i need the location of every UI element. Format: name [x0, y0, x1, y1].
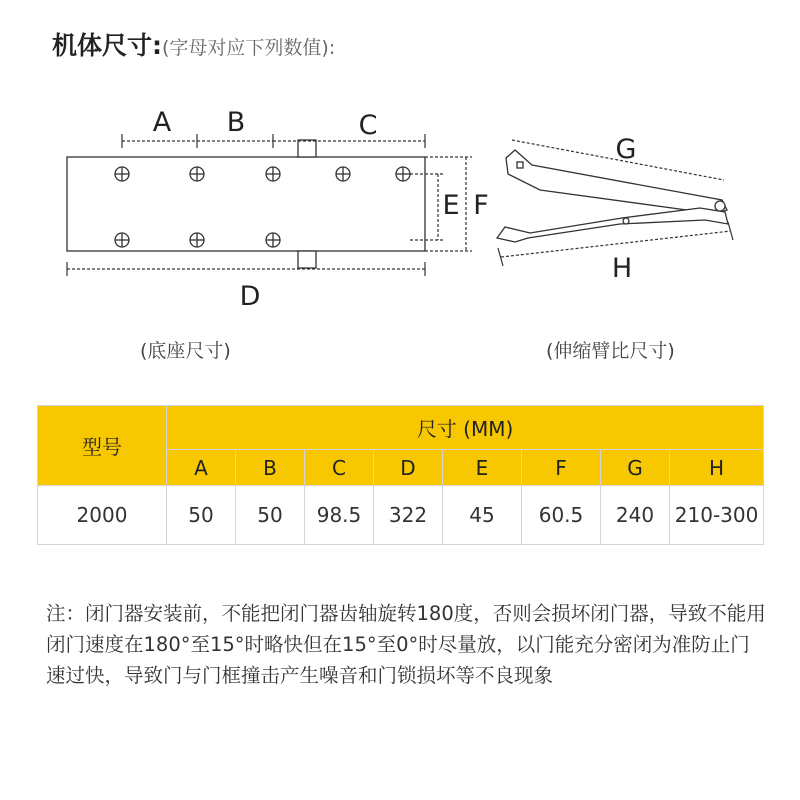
- cell-d: 322: [374, 486, 443, 545]
- cell-a: 50: [167, 486, 236, 545]
- column-header-b: B: [236, 450, 305, 486]
- column-header-f: F: [522, 450, 601, 486]
- hole-icon: [115, 167, 129, 181]
- hole-icon: [266, 167, 280, 181]
- cell-b: 50: [236, 486, 305, 545]
- arm-lower: [497, 208, 728, 242]
- base-caption: (底座尺寸): [140, 340, 231, 362]
- base-bottom-tab: [298, 251, 316, 268]
- base-plate: [67, 157, 425, 251]
- label-f: F: [473, 190, 489, 221]
- label-d: D: [239, 281, 261, 312]
- column-header-g: G: [601, 450, 670, 486]
- column-header-e: E: [443, 450, 522, 486]
- page-title: [52, 26, 335, 62]
- cell-model: 2000: [38, 486, 167, 545]
- hole-icon: [396, 167, 410, 181]
- title-main: 机体尺寸:: [52, 31, 162, 60]
- hole-icon: [336, 167, 350, 181]
- label-c: C: [358, 110, 378, 141]
- dimension-table: [37, 405, 764, 545]
- label-e: E: [442, 190, 460, 221]
- column-header-a: A: [167, 450, 236, 486]
- hole-icon: [190, 167, 204, 181]
- label-b: B: [226, 107, 246, 138]
- table-row: [38, 486, 764, 545]
- cell-e: 45: [443, 486, 522, 545]
- size-header: 尺寸 (MM): [167, 406, 764, 450]
- cell-g: 240: [601, 486, 670, 545]
- title-subtitle: (字母对应下列数值):: [162, 37, 336, 59]
- base-top-tab: [298, 140, 316, 157]
- dimension-diagram: [0, 90, 800, 330]
- column-header-c: C: [305, 450, 374, 486]
- arm-caption: (伸缩臂比尺寸): [546, 340, 675, 362]
- installation-note: 注：闭门器安装前，不能把闭门器齿轴旋转180度，否则会损坏闭门器，导致不能用闭门速度在180°至15°时略快但在15°至0°时尽量放，以门能充分密闭为准防止门速过快，导致门与门框撞击产生噪音和门锁损坏等不良现象: [46, 602, 766, 687]
- label-h: H: [611, 253, 633, 284]
- hole-icon: [190, 233, 204, 247]
- hole-icon: [266, 233, 280, 247]
- model-header: 型号: [38, 406, 167, 486]
- hole-icon: [115, 233, 129, 247]
- label-g: G: [615, 134, 637, 165]
- cell-h: 210-300: [670, 486, 764, 545]
- column-header-d: D: [374, 450, 443, 486]
- label-a: A: [152, 107, 172, 138]
- cell-c: 98.5: [305, 486, 374, 545]
- column-header-h: H: [670, 450, 764, 486]
- cell-f: 60.5: [522, 486, 601, 545]
